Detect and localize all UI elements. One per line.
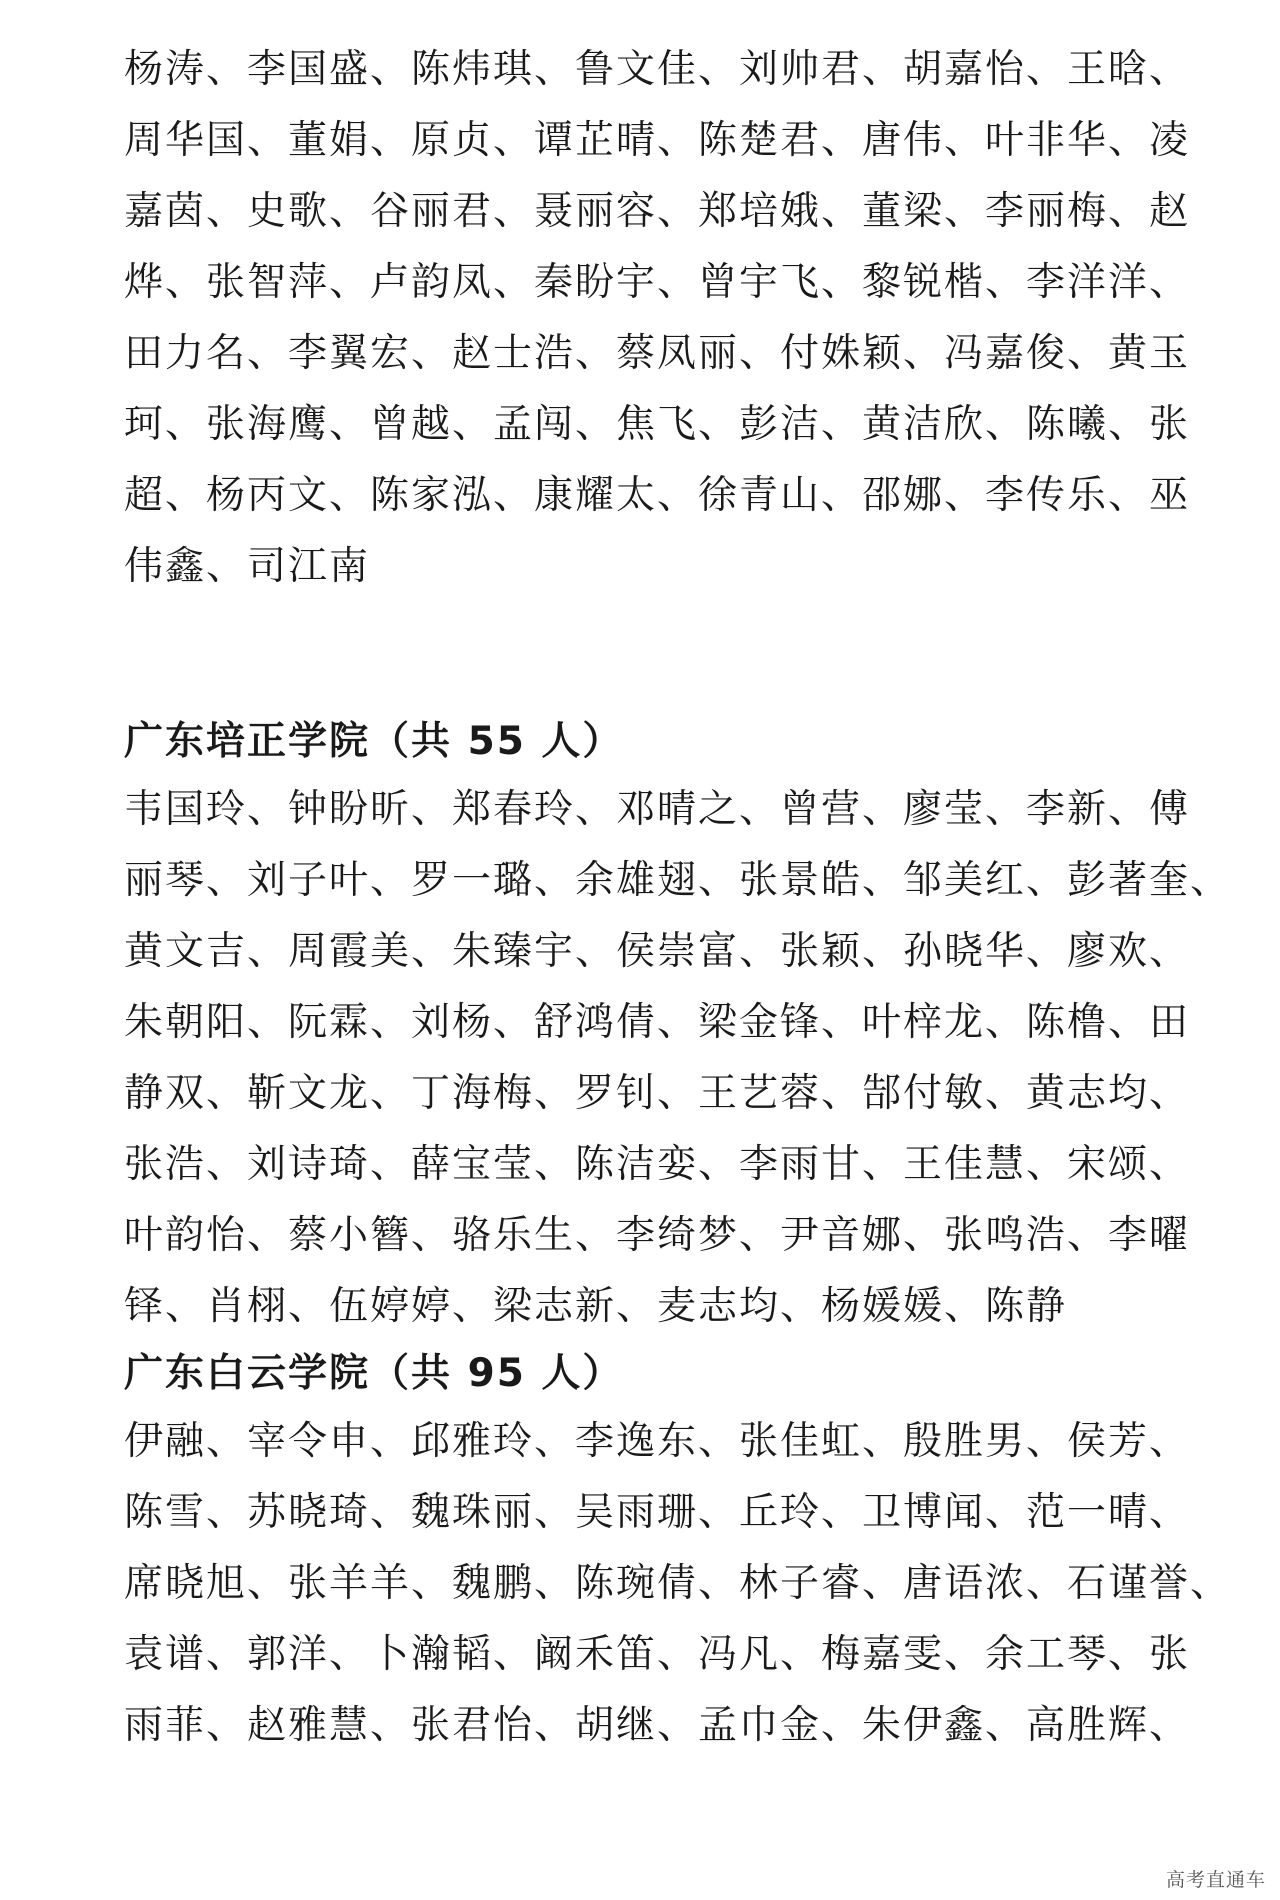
name-line: 烨、张智萍、卢韵凤、秦盼宇、曾宇飞、黎锐楷、李洋洋、: [124, 260, 1191, 305]
name-line: 陈雪、苏晓琦、魏珠丽、吴雨珊、丘玲、卫博闻、范一晴、: [124, 1490, 1191, 1535]
name-line: 张浩、刘诗琦、薛宝莹、陈洁娈、李雨甘、王佳慧、宋颂、: [124, 1142, 1191, 1187]
section-peizheng: [124, 710, 1232, 1342]
name-line: 嘉茵、史歌、谷丽君、聂丽容、郑培娥、董梁、李丽梅、赵: [124, 189, 1191, 234]
name-line: 丽琴、刘子叶、罗一璐、余雄翅、张景皓、邹美红、彭著奎、: [124, 858, 1232, 903]
name-line: 周华国、董娟、原贞、谭芷晴、陈楚君、唐伟、叶非华、凌: [124, 118, 1191, 163]
section-heading: 广东培正学院（共 55 人）: [124, 719, 624, 764]
name-line: 韦国玲、钟盼昕、郑春玲、邓晴之、曾营、廖莹、李新、傅: [124, 787, 1191, 832]
name-line: 超、杨丙文、陈家泓、康耀太、徐青山、邵娜、李传乐、巫: [124, 473, 1191, 518]
name-line: 伊融、宰令申、邱雅玲、李逸东、张佳虹、殷胜男、侯芳、: [124, 1419, 1191, 1464]
name-line: 朱朝阳、阮霖、刘杨、舒鸿倩、梁金锋、叶梓龙、陈橹、田: [124, 1000, 1191, 1045]
section-baiyun: [124, 1342, 1232, 1761]
document-page: [124, 34, 1232, 1761]
name-line: 袁谱、郭洋、卜瀚韬、阚禾笛、冯凡、梅嘉雯、余工琴、张: [124, 1632, 1191, 1677]
name-line: 黄文吉、周霞美、朱臻宇、侯崇富、张颖、孙晓华、廖欢、: [124, 929, 1191, 974]
name-line: 席晓旭、张羊羊、魏鹏、陈琬倩、林子睿、唐语浓、石谨誉、: [124, 1561, 1232, 1606]
name-line: 田力名、李翼宏、赵士浩、蔡凤丽、付姝颖、冯嘉俊、黄玉: [124, 331, 1191, 376]
section-heading: 广东白云学院（共 95 人）: [124, 1351, 624, 1396]
name-line: 叶韵怡、蔡小簪、骆乐生、李绮梦、尹音娜、张鸣浩、李曜: [124, 1213, 1191, 1258]
name-line: 珂、张海鹰、曾越、孟闯、焦飞、彭洁、黄洁欣、陈曦、张: [124, 402, 1191, 447]
section-continued-list: [124, 34, 1191, 602]
watermark: 高考直通车: [1165, 1869, 1266, 1891]
section-spacer: [124, 602, 1184, 710]
name-line: 伟鑫、司江南: [124, 544, 371, 589]
name-line: 雨菲、赵雅慧、张君怡、胡继、孟巾金、朱伊鑫、高胜辉、: [124, 1703, 1191, 1748]
name-line: 静双、靳文龙、丁海梅、罗钊、王艺蓉、郜付敏、黄志均、: [124, 1071, 1191, 1116]
name-line: 杨涛、李国盛、陈炜琪、鲁文佳、刘帅君、胡嘉怡、王晗、: [124, 47, 1191, 92]
name-line: 铎、肖栩、伍婷婷、梁志新、麦志均、杨媛媛、陈静: [124, 1284, 1068, 1329]
